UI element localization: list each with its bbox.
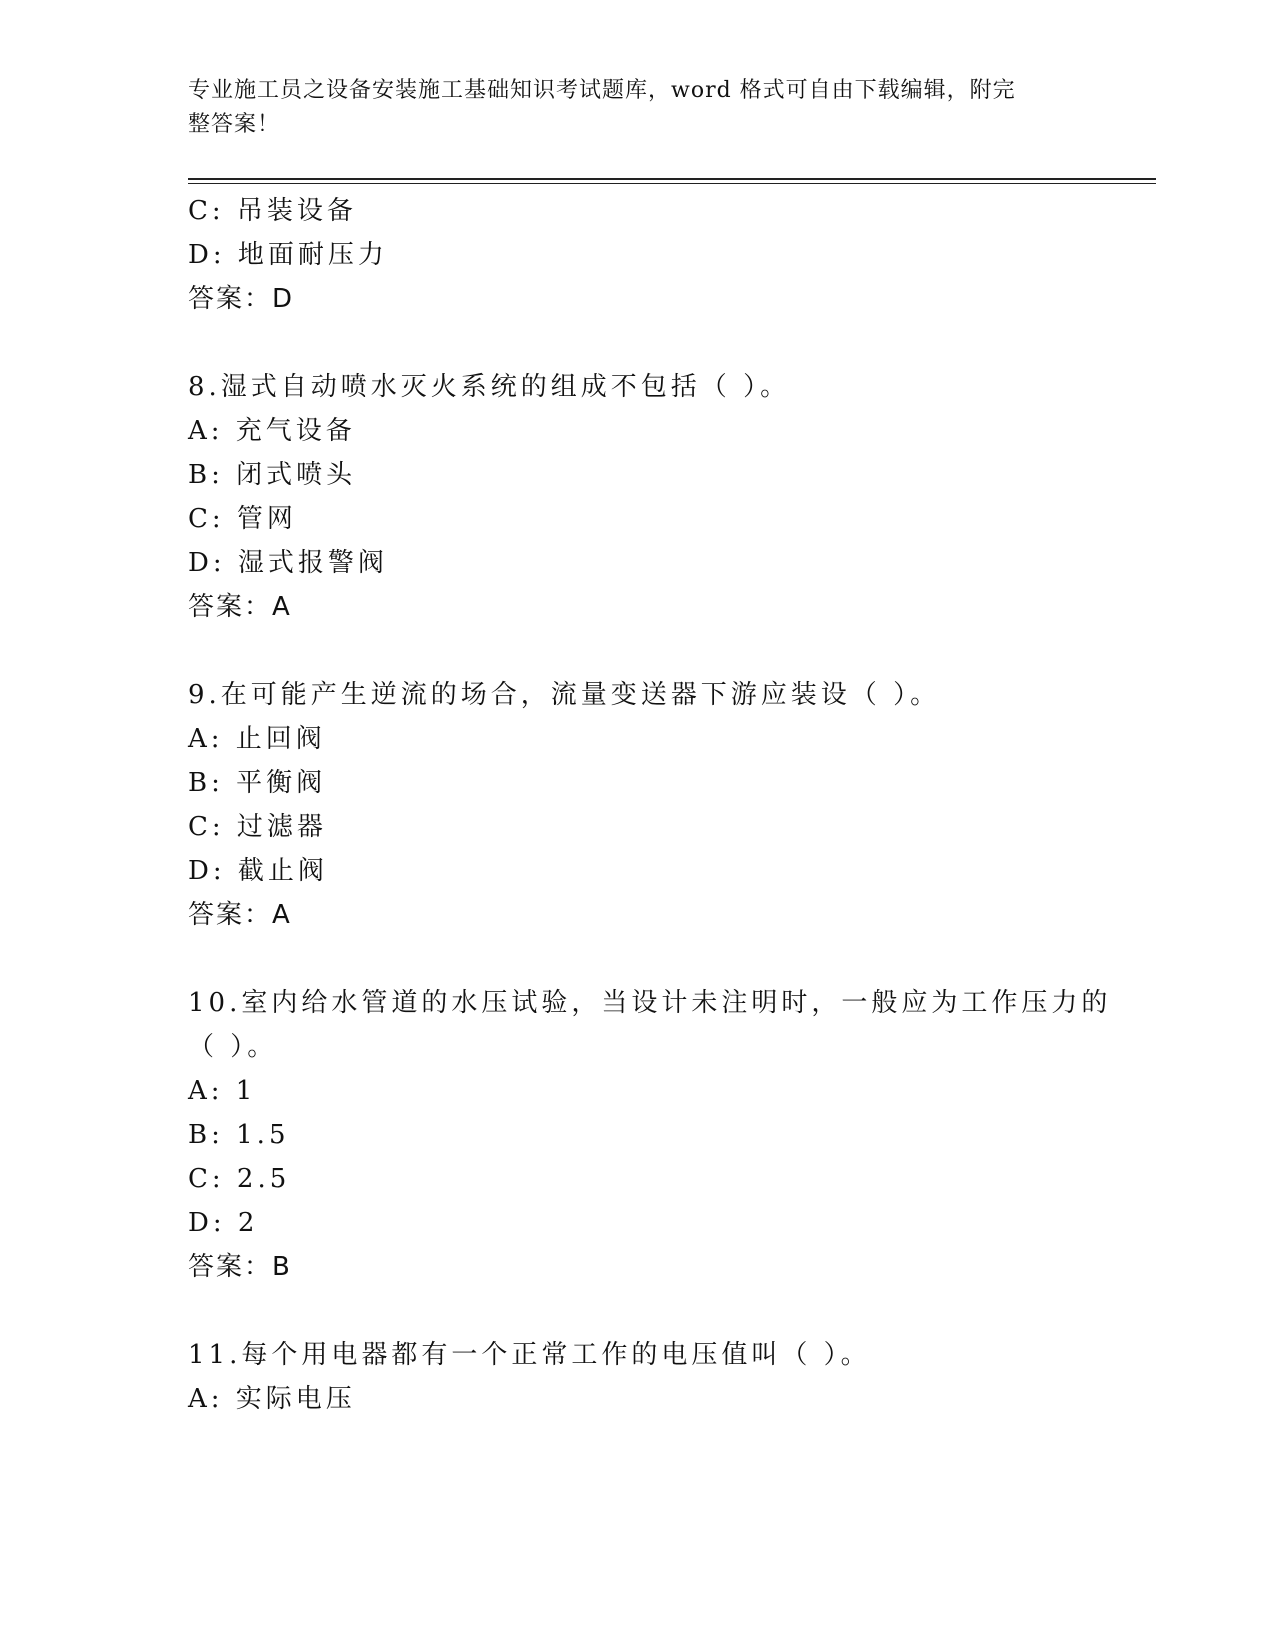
q10-option-a: A: 1: [188, 1076, 257, 1106]
q9-answer: 答案：A: [188, 900, 292, 930]
q11-stem: 11.每个用电器都有一个正常工作的电压值叫（ ）。: [188, 1340, 871, 1370]
prev-answer: 答案：D: [188, 284, 295, 314]
q10-stem-line-1: 10.室内给水管道的水压试验，当设计未注明时，一般应为工作压力的: [188, 988, 1112, 1018]
q10-option-b: B: 1.5: [188, 1120, 290, 1150]
q8-option-d: D: 湿式报警阀: [188, 548, 388, 578]
q10-option-d: D: 2: [188, 1208, 259, 1238]
q8-stem: 8.湿式自动喷水灭火系统的组成不包括（ ）。: [188, 372, 791, 402]
header-line-2: 整答案！: [188, 112, 281, 137]
q8-option-c: C: 管网: [188, 504, 297, 534]
q9-stem: 9.在可能产生逆流的场合，流量变送器下游应装设（ ）。: [188, 680, 941, 710]
q8-answer: 答案：A: [188, 592, 292, 622]
header-divider-thick: [188, 178, 1156, 180]
q9-option-a: A: 止回阀: [188, 724, 326, 754]
prev-option-c: C: 吊装设备: [188, 196, 357, 226]
q10-answer: 答案：B: [188, 1252, 292, 1282]
q10-option-c: C: 2.5: [188, 1164, 291, 1194]
q10-stem-line-2: （ ）。: [188, 1032, 278, 1062]
q9-option-b: B: 平衡阀: [188, 768, 327, 798]
q9-option-c: C: 过滤器: [188, 812, 327, 842]
header-line-1: 专业施工员之设备安装施工基础知识考试题库，word 格式可自由下载编辑，附完: [188, 78, 1016, 103]
q11-option-a: A: 实际电压: [188, 1384, 356, 1414]
header-divider-thin: [188, 183, 1156, 184]
q8-option-b: B: 闭式喷头: [188, 460, 357, 490]
document-header: [188, 74, 1088, 142]
prev-option-d: D: 地面耐压力: [188, 240, 388, 270]
q9-option-d: D: 截止阀: [188, 856, 328, 886]
q8-option-a: A: 充气设备: [188, 416, 356, 446]
